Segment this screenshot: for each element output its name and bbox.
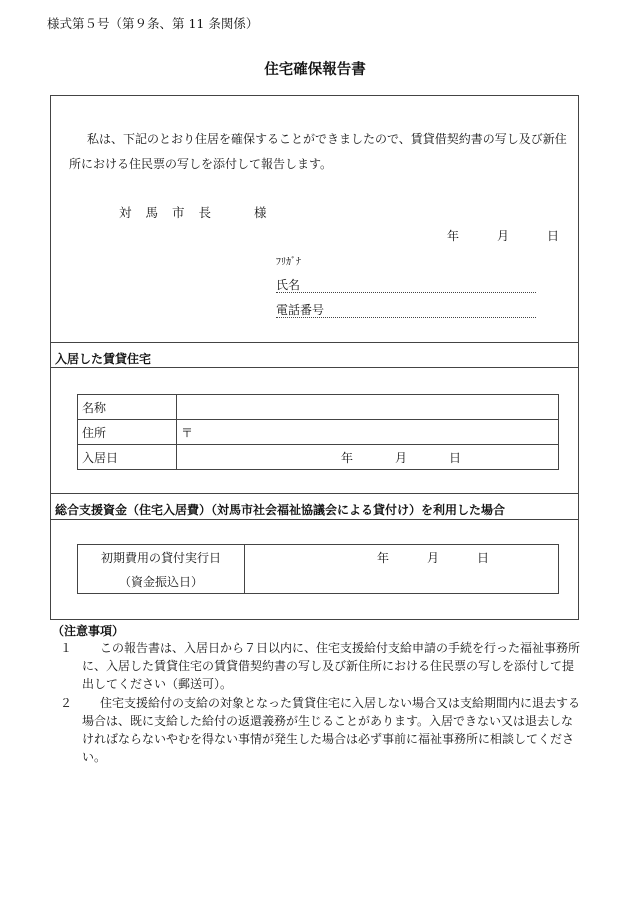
note-text: この報告書は、入居日から７日以内に、住宅支援給付支給申請の手続を行った福祉事務所に、入居した賃貸住宅の賃貸借契約書の写し及び新住所における住民票の写しを添付して提出してください（郵送可）。 <box>82 641 581 691</box>
table-row <box>78 445 559 470</box>
year-label: 年 <box>377 550 390 565</box>
day-label: 日 <box>476 550 489 565</box>
loan-date-sublabel: （資金振込日） <box>78 569 245 594</box>
note-text: 住宅支援給付の支給の対象となった賃貸住宅に入居しない場合又は支給期間内に退去する場合は、既に支給した給付の返還義務が生じることがあります。入居できない又は退去しなければならないやむを得ない事情が発生した場合は必ず事前に福祉事務所に相談してください。 <box>82 696 581 764</box>
loan-date-cell[interactable] <box>245 545 559 594</box>
divider <box>51 342 578 343</box>
move-in-date-cell[interactable] <box>177 445 559 470</box>
name-label: 氏名 <box>276 278 301 292</box>
table-row <box>78 420 559 445</box>
day-label: 日 <box>546 229 559 243</box>
form-number: 様式第５号（第９条、第 11 条関係） <box>47 16 259 31</box>
month-label: 月 <box>426 550 439 565</box>
phone-field[interactable] <box>276 301 536 318</box>
year-label: 年 <box>341 450 354 465</box>
row-label: 名称 <box>78 395 177 420</box>
name-value-cell[interactable] <box>177 395 559 420</box>
row-label: 住所 <box>78 420 177 445</box>
day-label: 日 <box>448 450 461 465</box>
row-label: 入居日 <box>78 445 177 470</box>
month-label: 月 <box>496 229 509 243</box>
table-row <box>78 545 559 570</box>
intro-statement: 私は、下記のとおり住居を確保することができましたので、賃貸借契約書の写し及び新住所における住民票の写しを添付して報告します。 <box>69 132 567 171</box>
divider <box>51 519 578 520</box>
housing-table <box>77 394 559 470</box>
year-label: 年 <box>447 229 460 243</box>
note-number: ２ <box>60 696 73 710</box>
loan-table <box>77 544 559 594</box>
note-item <box>60 639 586 693</box>
table-row <box>78 395 559 420</box>
phone-label: 電話番号 <box>276 303 325 317</box>
section1-heading: 入居した賃貸住宅 <box>55 352 152 366</box>
furigana-label: ﾌﾘｶﾞﾅ <box>276 257 301 268</box>
loan-date-label: 初期費用の貸付実行日 <box>78 545 245 570</box>
divider <box>51 367 578 368</box>
name-field[interactable] <box>276 276 536 293</box>
address-value-cell[interactable]: 〒 <box>177 420 559 445</box>
note-number: １ <box>60 641 73 655</box>
report-form-frame <box>50 95 579 620</box>
notes-heading: （注意事項） <box>52 624 125 638</box>
month-label: 月 <box>394 450 407 465</box>
note-item <box>60 694 586 766</box>
document-title: 住宅確保報告書 <box>264 62 366 78</box>
divider <box>51 493 578 494</box>
report-date <box>447 227 559 244</box>
section2-heading: 総合支援資金（住宅入居費）（対馬市社会福祉協議会による貸付け）を利用した場合 <box>55 503 506 517</box>
addressee-suffix: 様 <box>254 205 267 220</box>
addressee: 対馬市長 <box>119 205 226 220</box>
